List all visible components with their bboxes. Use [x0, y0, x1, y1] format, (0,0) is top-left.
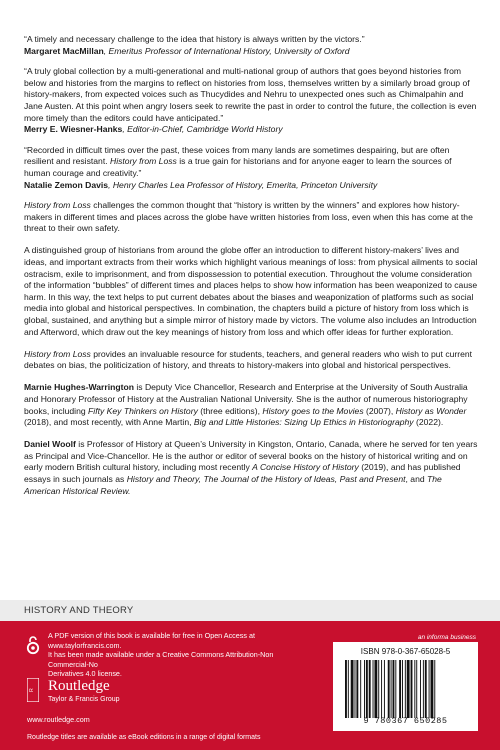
barcode-bar [423, 660, 424, 718]
informa-tagline: an informa business [417, 634, 476, 641]
book-title-italic: History from Loss [24, 200, 91, 211]
paragraph-text: challenges the common thought that “history is written by the winners” and explores how history-makers in different times and places across the globe have written histories from loss, even when this has come at the threat to their own safety. [24, 200, 473, 234]
notice-line: Derivatives 4.0 license. [48, 669, 122, 679]
book-title-italic: Big and Little Histories: Sizing Up Ethics in Historiography [193, 417, 414, 428]
barcode-bar [431, 660, 434, 718]
barcode-bar [429, 660, 430, 718]
book-title-italic: History from Loss [24, 348, 91, 359]
barcode-bar [369, 660, 371, 718]
barcode-bar [411, 660, 413, 718]
category-band: HISTORY AND THEORY [0, 600, 500, 621]
barcode-bar [405, 660, 406, 718]
barcode-bar [355, 660, 356, 718]
bio-text: (2018), and most recently, with Anne Martin, [24, 417, 194, 428]
endorser-name: Natalie Zemon Davis [24, 179, 109, 190]
endorsement-1 [24, 34, 478, 57]
endorser-title: , Editor-in-Chief, Cambridge World History [122, 124, 283, 135]
barcode-bar [407, 660, 410, 718]
publisher-url[interactable]: www.routledge.com [27, 715, 90, 724]
endorser-title: , Emeritus Professor of International History, University of Oxford [103, 45, 350, 56]
endorsement-quote: “A truly global collection by a multi-generational and multi-national group of authors that goes beyond histories from below and histories from the margins to reflect on histories from loss, themselves written by a similarly broad group of history-makers, from expected voices such as Thucydides and Nehru to unexpected ones such as Chimalpahin and Jane Austen. At this point when angry losers seek to rewrite the past in order to control the future, the collection is even more timely than the editors could have anticipated.” [24, 66, 477, 123]
barcode-bar [425, 660, 427, 718]
description-paragraph-3 [24, 349, 478, 372]
barcode-bar [414, 660, 415, 718]
open-access-icon [25, 635, 41, 655]
barcode-bar [348, 660, 349, 718]
publisher-group: Taylor & Francis Group [48, 696, 120, 703]
barcode-bar [402, 660, 403, 718]
endorser-name: Margaret MacMillan [24, 45, 104, 56]
svg-text:R: R [29, 688, 35, 692]
barcode-bar [374, 660, 377, 718]
endorsement-quote: “A timely and necessary challenge to the idea that history is always written by the victors.” [24, 34, 365, 44]
journal-titles-italic: History and Theory, The Journal of the History of Ideas, Past and Present [126, 474, 406, 484]
barcode-bar [395, 660, 396, 718]
endorsement-attribution [24, 46, 478, 58]
notice-line: A PDF version of this book is available for free in Open Access at www.taylorfrancis.com. [48, 631, 255, 650]
barcode-bar [399, 660, 401, 718]
book-title-italic: History goes to the Movies [262, 405, 364, 416]
bio-text: is Professor of History at Queen’s University in Kingston, Ontario, Canada, where he served for ten years as Principal and Vice-Chancellor. He is the author or editor of several books on the history of historical writing and on early modern British cultural history, including most recently [24, 439, 478, 473]
barcode-digits: 9 780367 650285 [363, 716, 448, 726]
endorser-name: Merry E. Wiesner-Hanks [24, 124, 123, 135]
barcode-bar [366, 660, 368, 718]
endorsement-3 [24, 145, 478, 191]
description-paragraph-2: A distinguished group of historians from around the globe offer an introduction to different history-makers’ lives and ideas, and important extracts from their works which highlight various meanings of loss: from physical ailments to social ostracism, exile to imprisonment, and from dispossession to potential execution. Throughout the volume consideration of the information “bubbles” of different times and places helps to show how information has been weaponized to cause harm. In this way, the text helps to put current debates about the biases and weaponization of platforms such as social media into global and historical perspectives. In combination, the chapters build a picture of history from loss which is global, sustained, and anything but a simple mirror of history made by victors. The volume also includes an Introduction and Afterword, which draw out the key meanings of history from loss and which offer ideas for further exploration. [24, 245, 478, 337]
ebook-note: Routledge titles are available as eBook editions in a range of digital formats [27, 734, 261, 741]
book-title-italic: History as Wonder [395, 405, 467, 416]
barcode-bar [393, 660, 395, 718]
quote-text: is a true gain for historians and for anyone eager to learn the sources of human courage and creativity.” [24, 156, 452, 178]
bio-text: is Deputy Vice Chancellor, Research and Enterprise at the University of South Australia and Honorary Professor of History at the Australian National University. She is the author of numerous historiography books, including [24, 382, 468, 416]
description-paragraph-1 [24, 200, 478, 235]
bio-text: (2022). [413, 417, 444, 428]
back-cover-text [24, 34, 478, 508]
barcode-bar [391, 660, 392, 718]
endorsement-quote [24, 145, 452, 178]
paragraph-text: provides an invaluable resource for students, teachers, and general readers who wish to put current debates on bias, the politicization of history, and threats to history-makers into global and historical perspectives. [24, 348, 473, 371]
barcode-bar [351, 660, 354, 718]
book-title-italic: History from Loss [109, 156, 177, 167]
barcode-bar [360, 660, 361, 718]
open-access-notice [48, 631, 308, 679]
endorsement-2 [24, 66, 478, 136]
bio-text: (2019), and has published essays in such journals as [24, 462, 461, 484]
publisher-name: Routledge [48, 678, 110, 694]
barcode-bar [378, 660, 379, 718]
bio-text: (2007), [363, 405, 396, 416]
barcode-bar [416, 660, 417, 718]
barcode-bar [381, 660, 382, 718]
notice-line: It has been made available under a Creative Commons Attribution-Non Commercial-No [48, 650, 274, 669]
quote-text: “Recorded in difficult times over the past, these voices from many lands are sometimes despairing, but are often resilient and resistant. [24, 144, 450, 167]
barcode-bar [373, 660, 374, 718]
book-title-italic: A Concise History of History [252, 462, 359, 473]
routledge-logo-icon [27, 678, 39, 702]
barcode-bar [364, 660, 365, 718]
endorser-title: , Henry Charles Lea Professor of History, Emerita, Princeton University [108, 179, 378, 190]
bio-hughes-warrington [24, 382, 478, 428]
barcode-bar [420, 660, 421, 718]
barcode-bar [388, 660, 390, 718]
author-name: Marnie Hughes-Warrington [24, 382, 134, 393]
isbn-text: ISBN 978-0-367-65028-5 [360, 647, 451, 656]
publisher-footer [0, 621, 500, 750]
book-title-italic: Fifty Key Thinkers on History [88, 405, 198, 416]
author-name: Daniel Woolf [24, 439, 76, 450]
bio-text: , and [405, 474, 428, 484]
barcode-panel [333, 642, 478, 731]
barcode-bar [384, 660, 385, 718]
endorsement-attribution [24, 124, 478, 136]
bio-text: (three editions), [197, 405, 263, 416]
barcode [345, 660, 466, 718]
barcode-bar [345, 660, 347, 718]
journal-title-italic: The American Historical Review. [24, 474, 442, 496]
barcode-bar [356, 660, 358, 718]
bio-woolf [24, 439, 478, 497]
barcode-bar [434, 660, 435, 718]
endorsement-attribution [24, 180, 478, 192]
